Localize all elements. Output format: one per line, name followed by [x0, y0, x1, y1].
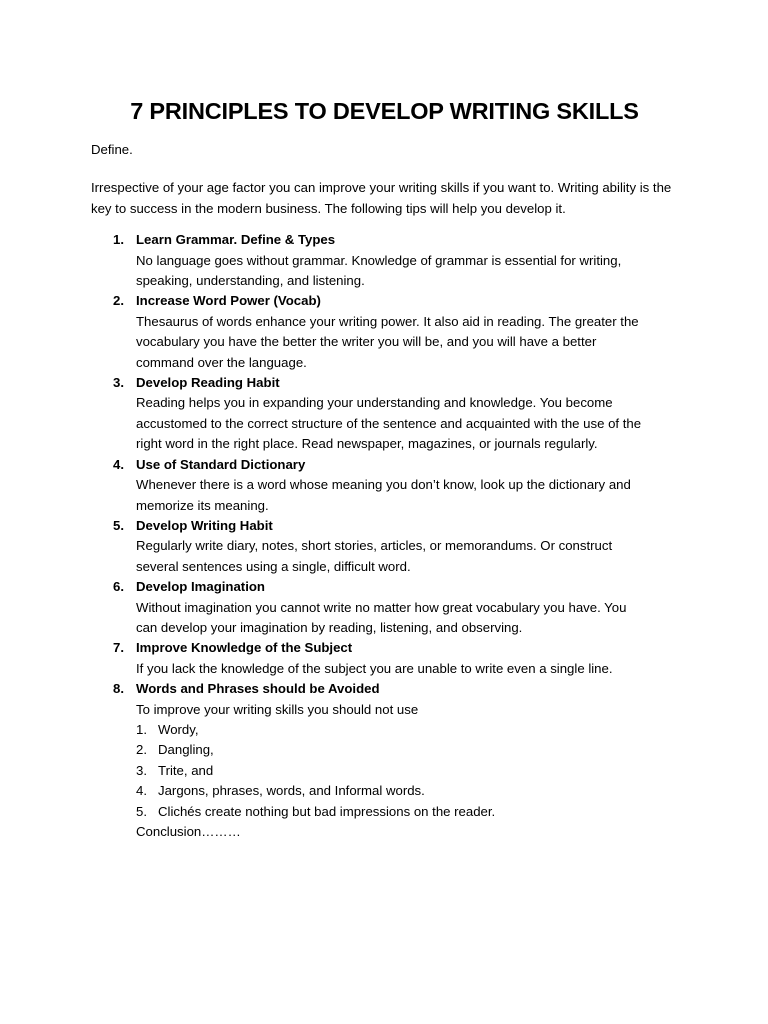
principles-list — [91, 230, 678, 842]
principle-item — [91, 230, 678, 291]
principle-number: 3. — [113, 375, 124, 391]
principle-number: 4. — [113, 456, 124, 472]
avoid-list-number: 4. — [136, 783, 147, 799]
principle-item — [91, 455, 678, 516]
conclusion-line: Conclusion……… — [136, 824, 241, 839]
principle-description-line: To improve your writing skills you should not use — [136, 701, 419, 717]
principle-number: 1. — [113, 232, 124, 248]
avoid-list-number: 5. — [136, 803, 147, 819]
principle-item — [91, 638, 678, 679]
avoid-list-text: Wordy, — [158, 721, 199, 737]
principle-description-line: Whenever there is a word whose meaning you don’t know, look up the dictionary and — [136, 477, 631, 493]
avoid-list-text: Jargons, phrases, words, and Informal words. — [158, 783, 425, 799]
principle-item — [91, 679, 678, 842]
principle-item — [91, 373, 678, 455]
document-title: 7 PRINCIPLES TO DEVELOP WRITING SKILLS — [130, 98, 639, 124]
avoid-list-number: 2. — [136, 742, 147, 758]
principle-description-line: several sentences using a single, difficult word. — [136, 558, 411, 574]
principle-item — [91, 516, 678, 577]
avoid-list-number: 1. — [136, 721, 147, 737]
principle-description-line: speaking, understanding, and listening. — [136, 273, 365, 289]
define-line: Define. — [91, 142, 133, 157]
avoid-list-item — [136, 740, 678, 760]
principle-description-line: Reading helps you in expanding your understanding and knowledge. You become — [136, 395, 613, 411]
principle-description-line: can develop your imagination by reading, listening, and observing. — [136, 619, 523, 635]
avoid-list-text: Dangling, — [158, 742, 214, 758]
avoid-list-text: Clichés create nothing but bad impressions on the reader. — [158, 803, 496, 819]
avoid-list-item — [136, 720, 678, 740]
principle-title: Develop Reading Habit — [136, 375, 280, 391]
principle-number: 5. — [113, 517, 124, 533]
avoid-list-item — [136, 761, 678, 781]
principle-number: 7. — [113, 640, 124, 656]
principle-title: Use of Standard Dictionary — [136, 456, 306, 472]
principle-description-line: accustomed to the correct structure of the sentence and acquainted with the use of the — [136, 415, 642, 431]
avoid-list-item — [136, 781, 678, 801]
principle-description-line: vocabulary you have the better the writer you will be, and you will have a better — [136, 334, 597, 350]
principle-description-line: Without imagination you cannot write no matter how great vocabulary you have. You — [136, 599, 627, 615]
principle-description-line: If you lack the knowledge of the subject you are unable to write even a single line. — [136, 660, 613, 676]
principle-title: Develop Writing Habit — [136, 517, 273, 533]
avoid-list-item — [136, 802, 678, 822]
principle-title: Words and Phrases should be Avoided — [136, 681, 380, 697]
avoid-list — [136, 720, 678, 822]
principle-description-line: command over the language. — [136, 354, 307, 370]
principle-title: Learn Grammar. Define & Types — [136, 232, 336, 248]
principle-description-line: memorize its meaning. — [136, 497, 269, 513]
principle-description-line: No language goes without grammar. Knowledge of grammar is essential for writing, — [136, 252, 622, 268]
principle-description-line: right word in the right place. Read newspaper, magazines, or journals regularly. — [136, 436, 598, 452]
principle-title: Increase Word Power (Vocab) — [136, 293, 321, 309]
principle-title: Improve Knowledge of the Subject — [136, 640, 353, 656]
principle-title: Develop Imagination — [136, 579, 265, 595]
avoid-list-number: 3. — [136, 762, 147, 778]
intro-paragraph: Irrespective of your age factor you can improve your writing skills if you want to. Writing ability is the key to success in the modern business. The following tips will help you develop it. — [91, 180, 672, 216]
principle-number: 6. — [113, 579, 124, 595]
principle-number: 2. — [113, 293, 124, 309]
principle-number: 8. — [113, 681, 124, 697]
principle-item — [91, 577, 678, 638]
principle-description-line: Regularly write diary, notes, short stories, articles, or memorandums. Or construct — [136, 538, 613, 554]
avoid-list-text: Trite, and — [158, 762, 214, 778]
principle-item — [91, 291, 678, 373]
principle-description-line: Thesaurus of words enhance your writing power. It also aid in reading. The greater the — [136, 313, 639, 329]
